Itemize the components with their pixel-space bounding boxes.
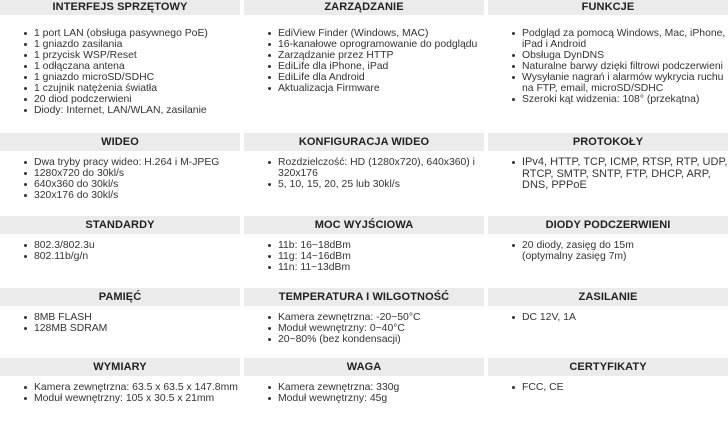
spec-section-certyfikaty xyxy=(488,358,728,404)
list-item: Moduł wewnętrzny: 45g xyxy=(268,393,484,404)
section-title: KONFIGURACJA WIDEO xyxy=(244,133,484,151)
list-item: Kamera zewnętrzna: 330g xyxy=(268,382,484,393)
spec-section-waga xyxy=(244,358,484,404)
spec-list xyxy=(244,234,484,273)
list-item: Moduł wewnętrzny: 0~40°C xyxy=(268,323,484,334)
list-item: Kamera zewnętrzna: 63.5 x 63.5 x 147.8mm xyxy=(24,382,240,393)
list-item: Kamera zewnętrzna: -20~50°C xyxy=(268,312,484,323)
spec-list xyxy=(488,376,728,393)
spec-row xyxy=(0,288,728,345)
list-item: Aktualizacja Firmware xyxy=(268,83,484,94)
list-item: 802.3/802.3u xyxy=(24,240,240,251)
list-item: 1 przycisk WSP/Reset xyxy=(24,50,240,61)
list-item: Moduł wewnętrzny: 105 x 30.5 x 21mm xyxy=(24,393,240,404)
list-item: 8MB FLASH xyxy=(24,312,240,323)
spec-list xyxy=(0,151,240,201)
list-item: 802.11b/g/n xyxy=(24,251,240,262)
list-item: EdiLife dla Android xyxy=(268,72,484,83)
section-title: INTERFEJS SPRZĘTOWY xyxy=(0,0,240,15)
spec-section-wymiary xyxy=(0,358,240,404)
list-item: 11g: 14~16dBm xyxy=(268,251,484,262)
spec-section-protokoly xyxy=(488,133,728,201)
section-title: ZASILANIE xyxy=(488,288,728,306)
section-title: CERTYFIKATY xyxy=(488,358,728,376)
section-title: WAGA xyxy=(244,358,484,376)
spec-list xyxy=(488,151,728,192)
spec-section-moc-wyjsciowa xyxy=(244,216,484,273)
spec-row xyxy=(0,133,728,201)
spec-list xyxy=(488,234,728,262)
list-item: Diody: Internet, LAN/WLAN, zasilanie xyxy=(24,105,240,116)
list-item: Zarządzanie przez HTTP xyxy=(268,50,484,61)
list-item: 1 gniazdo zasilania xyxy=(24,39,240,50)
spec-section-diody-podczerwieni xyxy=(488,216,728,273)
list-item: 1 odłączana antena xyxy=(24,61,240,72)
list-item: EdiView Finder (Windows, MAC) xyxy=(268,28,484,39)
list-item: FCC, CE xyxy=(512,382,728,393)
list-item: 20 diody, zasięg do 15m (optymalny zasięg 7m) xyxy=(512,240,642,262)
section-title: WIDEO xyxy=(0,133,240,151)
spec-row xyxy=(0,358,728,404)
spec-row xyxy=(0,0,728,116)
list-item: 128MB SDRAM xyxy=(24,323,240,334)
spec-section-funkcje xyxy=(488,0,728,116)
spec-section-wideo xyxy=(0,133,240,201)
spec-section-konfiguracja-wideo xyxy=(244,133,484,201)
list-item: Obsługa DynDNS xyxy=(512,50,728,61)
list-item: 1 port LAN (obsługa pasywnego PoE) xyxy=(24,28,240,39)
section-title: MOC WYJŚCIOWA xyxy=(244,216,484,234)
list-item: Wysyłanie nagrań i alarmów wykrycia ruchu na FTP, email, microSD/SDHC xyxy=(512,72,728,94)
list-item: IPv4, HTTP, TCP, ICMP, RTSP, RTP, UDP, RTCP, SMTP, SNTP, FTP, DHCP, ARP, DNS, PPPoE xyxy=(512,157,728,192)
spec-list xyxy=(244,151,484,190)
list-item: 5, 10, 15, 20, 25 lub 30kl/s xyxy=(268,179,484,190)
section-title: STANDARDY xyxy=(0,216,240,234)
spec-section-temperatura xyxy=(244,288,484,345)
section-title: TEMPERATURA I WILGOTNOŚĆ xyxy=(244,288,484,306)
spec-list xyxy=(488,15,728,105)
list-item: 1280x720 do 30kl/s xyxy=(24,168,240,179)
spec-list xyxy=(0,306,240,334)
list-item: 11b: 16~18dBm xyxy=(268,240,484,251)
section-title: PROTOKOŁY xyxy=(488,133,728,151)
list-item: 20~80% (bez kondensacji) xyxy=(268,334,484,345)
spec-row xyxy=(0,216,728,273)
spec-section-pamiec xyxy=(0,288,240,345)
spec-section-interfejs xyxy=(0,0,240,116)
list-item: 11n: 11~13dBm xyxy=(268,262,484,273)
spec-list xyxy=(244,306,484,345)
spec-section-zarzadzanie xyxy=(244,0,484,116)
list-item: 1 czujnik natężenia światła xyxy=(24,83,240,94)
section-title: WYMIARY xyxy=(0,358,240,376)
section-title: ZARZĄDZANIE xyxy=(244,0,484,15)
section-title: DIODY PODCZERWIENI xyxy=(488,216,728,234)
list-item: 20 diod podczerwieni xyxy=(24,94,240,105)
list-item: DC 12V, 1A xyxy=(512,312,728,323)
section-title: FUNKCJE xyxy=(488,0,728,15)
list-item: Naturalne barwy dzięki filtrowi podczerwieni xyxy=(512,61,728,72)
spec-list xyxy=(488,306,728,323)
section-title: PAMIĘĆ xyxy=(0,288,240,306)
list-item: 16-kanałowe oprogramowanie do podglądu xyxy=(268,39,484,50)
list-item: Podgląd za pomocą Windows, Mac, iPhone, iPad i Android xyxy=(512,28,728,50)
spec-list xyxy=(0,376,240,404)
spec-list xyxy=(244,376,484,404)
list-item: 320x176 do 30kl/s xyxy=(24,190,240,201)
list-item: 640x360 do 30kl/s xyxy=(24,179,240,190)
list-item: Dwa tryby pracy wideo: H.264 i M-JPEG xyxy=(24,157,240,168)
list-item: Rozdzielczość: HD (1280x720), 640x360) i 320x176 xyxy=(268,157,484,179)
list-item: EdiLife dla iPhone, iPad xyxy=(268,61,484,72)
spec-section-standardy xyxy=(0,216,240,273)
list-item: 1 gniazdo microSD/SDHC xyxy=(24,72,240,83)
spec-list xyxy=(244,15,484,94)
spec-list xyxy=(0,15,240,116)
list-item: Szeroki kąt widzenia: 108° (przekątna) xyxy=(512,94,728,105)
spec-list xyxy=(0,234,240,262)
spec-section-zasilanie xyxy=(488,288,728,345)
